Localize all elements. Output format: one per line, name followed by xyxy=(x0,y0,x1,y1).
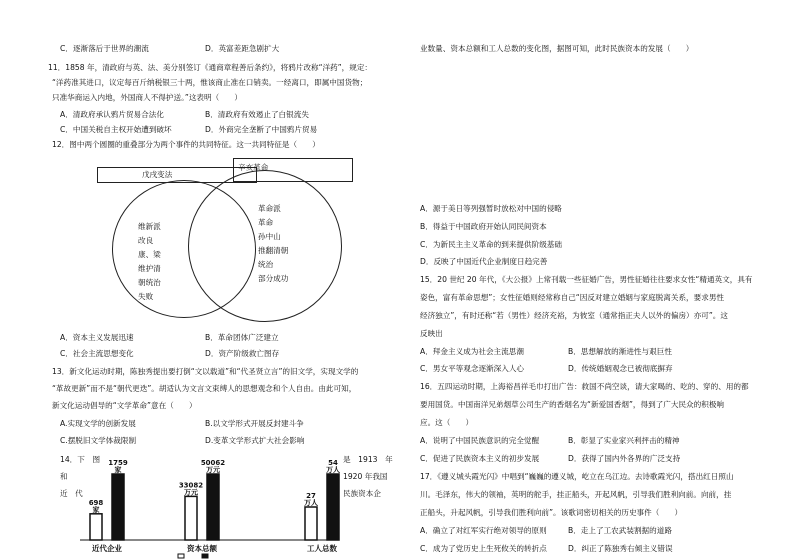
q11-stem-2: “洋药准其进口，议定每百斤纳税银三十两，惟该商止准在口销卖。一经离口，即属中国货物； xyxy=(52,78,368,87)
q15-stem-1: 15．20 世纪 20 年代，《大公报》上常刊载一些征婚广告，男性征婚往往要求女性“精通英文，具有 xyxy=(420,275,753,284)
bar xyxy=(112,474,124,540)
group-label: 资本总额 xyxy=(187,544,217,553)
q16-option-a: A．说明了中国民族意识的完全觉醒 xyxy=(420,436,540,445)
q16-option-d: D．获得了国内外各界的广泛支持 xyxy=(568,454,681,463)
bar xyxy=(207,474,219,540)
legend-swatch xyxy=(178,554,184,558)
q13-option-a: A.实现文学的创新发展 xyxy=(60,419,136,428)
q14-right-1: 是 1913 年 xyxy=(343,455,393,464)
q15-option-a: A．拜金主义成为社会主流思潮 xyxy=(420,347,524,356)
q14-option-a: A．源于美日等列强暂时放松对中国的侵略 xyxy=(420,204,562,213)
q15-option-d: D．传统婚姻观念已被彻底摒弃 xyxy=(568,364,673,373)
group-label: 工人总数 xyxy=(307,544,337,553)
venn-left-line: 康、梁 xyxy=(138,250,161,259)
q17-stem-3: 正船头，升起风帆，引导我们胜利向前”。该歌词密切相关的历史事件（ ） xyxy=(420,508,683,517)
q12-option-b: B．革命团体广泛建立 xyxy=(205,333,279,342)
q15-option-c: C．男女平等观念逐渐深入人心 xyxy=(420,364,525,373)
q13-stem-1: 13．新文化运动时期，陈独秀提出要打倒“文以载道”和“代圣贤立言”的旧文学，实现文学的 xyxy=(52,367,359,376)
q16-option-b: B．彰显了实业家兴利抨击的精神 xyxy=(568,436,680,445)
q16-option-c: C．促进了民族资本主义的初步发展 xyxy=(420,454,540,463)
venn-label-right: 辛亥革命 xyxy=(238,163,269,172)
venn-right-line: 孙中山 xyxy=(258,232,281,241)
q15-stem-4: 反映出 xyxy=(420,329,443,338)
venn-left-line: 改良 xyxy=(138,236,154,245)
q14-lead-1: 14．下 图 xyxy=(60,455,101,464)
bar-data-unit: 万人 xyxy=(304,499,318,507)
q11-option-c: C．中国关税自主权开始遭到破坏 xyxy=(60,125,172,134)
bar-data-unit: 家 xyxy=(92,505,100,514)
venn-right-line: 革命 xyxy=(258,218,274,227)
q10-option-d: D．英富差距急剧扩大 xyxy=(205,44,280,53)
bar-data-unit: 万人 xyxy=(326,466,340,474)
venn-left-line: 维新派 xyxy=(138,222,161,231)
bar xyxy=(185,496,197,540)
bar xyxy=(90,514,102,540)
q14-right-3: 民族资本企 xyxy=(343,489,381,498)
bar-data-label: 50062 xyxy=(200,460,226,467)
q17-option-c: C．成为了党历史上生死攸关的转折点 xyxy=(420,544,547,553)
bar-data-unit: 家 xyxy=(114,466,122,474)
q11-option-a: A．清政府承认鸦片贸易合法化 xyxy=(60,110,164,119)
q11-option-b: B．清政府有效遏止了白银流失 xyxy=(205,110,309,119)
bar xyxy=(327,474,339,540)
q13-stem-3: 新文化运动倡导的“文学革命”意在（ ） xyxy=(52,401,197,410)
bar-data-label: 54 xyxy=(328,460,338,467)
q17-stem-2: 川。毛泽东，伟大的领袖，英明的舵手，挂正船头，开起风帆，引导我们胜利向前。向前，挂 xyxy=(420,490,732,499)
bar-data-unit: 万元 xyxy=(184,488,198,497)
legend-swatch xyxy=(202,554,208,558)
q11-option-d: D．外商完全垄断了中国鸦片贸易 xyxy=(205,125,318,134)
venn-right-line: 部分成功 xyxy=(258,274,289,283)
q14-option-c: C．为新民主主义革命的到来提供阶级基础 xyxy=(420,240,562,249)
q15-option-b: B．思想解放的渐进性与艰巨性 xyxy=(568,347,672,356)
q14-right-2: 1920 年我国 xyxy=(343,472,388,481)
bar-data-label: 1759 xyxy=(108,460,128,467)
q16-stem-2: 要用国货。中国南洋兄弟烟草公司生产的香烟名为“新爱国香烟”，得到了广大民众的积极响 xyxy=(420,400,725,409)
q14-continuation: 业数量、资本总额和工人总数的变化图，据图可知，此时民族资本的发展（ ） xyxy=(420,44,694,53)
q14-lead-2: 和 xyxy=(60,472,68,481)
q11-stem-1: 11．1858 年，清政府与英、法、美分别签订《通商章程善后条约》，将鸦片改称“洋药”，规定： xyxy=(48,63,373,72)
q13-option-c: C.摆脱旧文学体裁限制 xyxy=(60,436,137,445)
q16-stem-3: 应。这（ ） xyxy=(420,418,474,427)
q16-stem-1: 16．五四运动时期，上海裕昌祥毛巾打出广告：救国不尚空谈，请大家喝的、吃的、穿的、用的都 xyxy=(420,382,749,391)
q15-stem-2: 姿色，富有革命思想”；女性征婚则经常称自己“因反对建立婚姻与家庭脱离关系，要求男性 xyxy=(420,293,725,302)
q12-option-a: A．资本主义发展迅速 xyxy=(60,333,134,342)
bar-data-unit: 万元 xyxy=(206,466,220,474)
q12-stem: 12．图中两个圆圈的重叠部分为两个事件的共同特征。这一共同特征是（ ） xyxy=(52,140,320,149)
venn-left-line: 朝统治 xyxy=(138,278,161,287)
q11-stem-3: 只准华商运入内地，外国商人不得护送。”这表明（ ） xyxy=(52,93,242,102)
q14-lead-3: 近 代 xyxy=(60,489,83,498)
venn-right-line: 统治 xyxy=(258,260,274,269)
q12-option-d: D．资产阶级救亡图存 xyxy=(205,349,280,358)
venn-left-line: 失败 xyxy=(138,292,154,301)
q14-option-b: B．得益于中国政府开始认同民间资本 xyxy=(420,222,547,231)
q17-option-d: D．纠正了陈独秀右倾主义错误 xyxy=(568,544,673,553)
q12-option-c: C．社会主流思想变化 xyxy=(60,349,134,358)
bar-data-label: 698 xyxy=(88,498,104,507)
venn-left-line: 维护清 xyxy=(138,264,161,273)
venn-label-left: 戊戌变法 xyxy=(142,170,173,179)
q17-stem-1: 17．《遵义城头霞光闪》中唱到“巍巍的遵义城，屹立在乌江边。去诗歌霞光闪，搭出红日照山 xyxy=(420,472,734,481)
q14-option-d: D．反映了中国近代企业制度日趋完善 xyxy=(420,257,548,266)
q13-stem-2: “革故更新”而不是“朝代更迭”。胡适认为文言文束缚人的思想观念和个人自由。由此可知， xyxy=(52,384,357,393)
bar-data-label: 27 xyxy=(306,492,316,500)
venn-right-line: 革命派 xyxy=(258,204,281,213)
q10-option-c: C．逐渐落后于世界的潮流 xyxy=(60,44,149,53)
q17-option-a: A．确立了对红军实行绝对领导的原则 xyxy=(420,526,547,535)
right-column xyxy=(400,0,794,560)
q13-option-d: D.变革文学形式扩大社会影响 xyxy=(205,436,305,445)
q17-option-b: B．走上了工农武装割据的道路 xyxy=(568,526,672,535)
q13-option-b: B.以文学形式开展反封建斗争 xyxy=(205,419,304,428)
enterprise-bar-chart xyxy=(80,460,340,560)
bar xyxy=(305,507,317,540)
q15-stem-3: 经济独立”，有时还称“若（男性）经济充裕，为彼室（通常指正夫人以外的偏房）亦可”。这 xyxy=(420,311,728,320)
bar-data-label: 33082 xyxy=(178,481,204,490)
venn-right-line: 推翻清朝 xyxy=(258,246,289,255)
group-label: 近代企业 xyxy=(92,544,122,553)
